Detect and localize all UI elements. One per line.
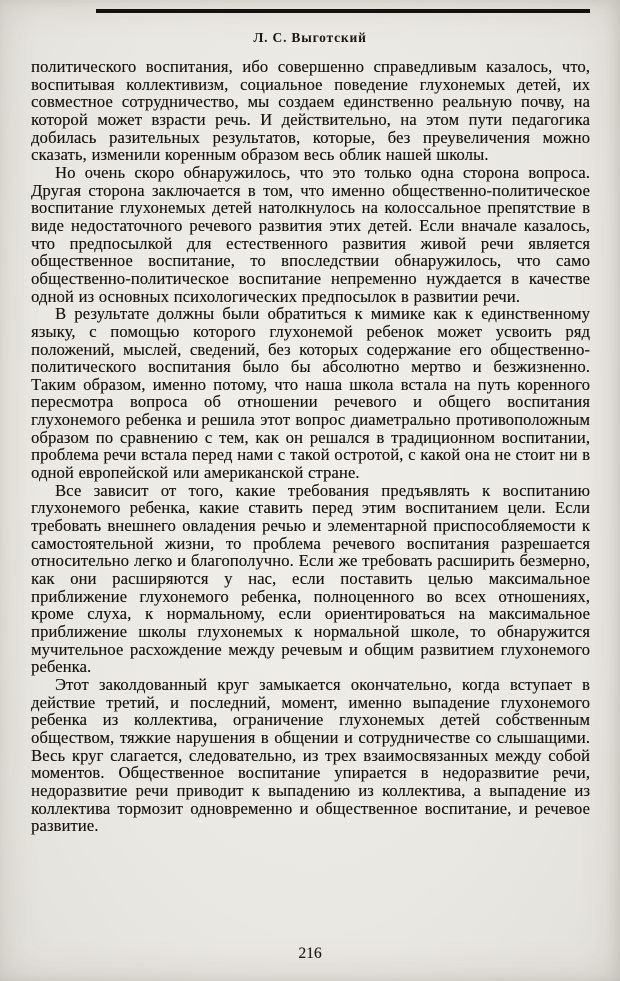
paragraph-2: Но очень скоро обнаружилось, что это только одна сторона вопроса. Другая сторона заключается в том, что именно общественно-политическое воспитание глухонемых детей натолкнулось на колоссальное препятствие в виде недостаточного речевого развития этих детей. Если вначале казалось, что предпосылкой для естественного развития живой речи является общественное воспитание, то впоследствии обнаружилось, что само общественно-политическое воспитание непременно нуждается в качестве одной из основных психологических предпосылок в развитии речи. xyxy=(31,162,590,306)
paragraph-3: В результате должны были обратиться к мимике как к единственному языку, с помощью которого глухонемой ребенок может усвоить ряд положений, мыслей, сведений, без которых содержание его общественно-политического воспитания было бы абсолютно мертво и безжизненно. Таким образом, именно потому, что наша школа встала на путь коренного пересмотра вопроса об отношении речевого и общего воспитания глухонемого ребенка и решила этот вопрос диаметрально противоположным образом по сравнению с тем, как он решался в традиционном воспитании, проблема речи встала перед нами с такой остротой, с какой она не стоит ни в одной европейской или американской стране. xyxy=(31,304,591,483)
paragraph-5: Этот заколдованный круг замыкается окончательно, когда вступает в действие третий, и последний, момент, именно выпадение глухонемого ребенка из коллектива, ограничение глухонемых детей собственным обществом, тяжкие нарушения в общении и сотрудничестве со слышащими. Весь круг слагается, следовательно, из трех взаимосвязанных между собой моментов. Общественное воспитание упирается в недоразвитие речи, недоразвитие речи приводит к выпадению из коллектива, а выпадение из коллектива тормозит одновременно и общественное воспитание, и речевое развитие. xyxy=(31,674,590,836)
paragraph-1: политического воспитания, ибо совершенно справедливым казалось, что, воспитывая коллективизм, социальное поведение глухонемых детей, их совместное сотрудничество, мы создаем единственно реальную почву, на которой может взрасти речь. И действительно, на этом пути педагогика добилась разительных результатов, которые, без преувеличения можно сказать, изменили коренным образом весь облик нашей школы. xyxy=(31,57,590,165)
page-number: 216 xyxy=(298,945,322,962)
header-rule xyxy=(96,9,590,13)
paragraph-4: Все зависит от того, какие требования предъявлять к воспитанию глухонемого ребенка, какие ставить перед этим воспитанием цели. Если требовать внешнего овладения речью и элементарной приспособляемости к самостоятельной жизни, то проблема речевого воспитания разрешается относительно легко и благополучно. Если же требовать расширить безмерно, как они расширяются у нас, если поставить целью максимальное приближение глухонемого ребенка, полноценного во всех отношениях, кроме слуха, к нормальному, если ориентироваться на максимальное приближение школы глухонемых к нормальной школе, то обнаружится мучительное расхождение между речевым и общим развитием глухонемого ребенка. xyxy=(31,480,590,677)
text-block xyxy=(31,58,590,835)
running-head-author: Л. С. Выготский xyxy=(253,30,367,45)
